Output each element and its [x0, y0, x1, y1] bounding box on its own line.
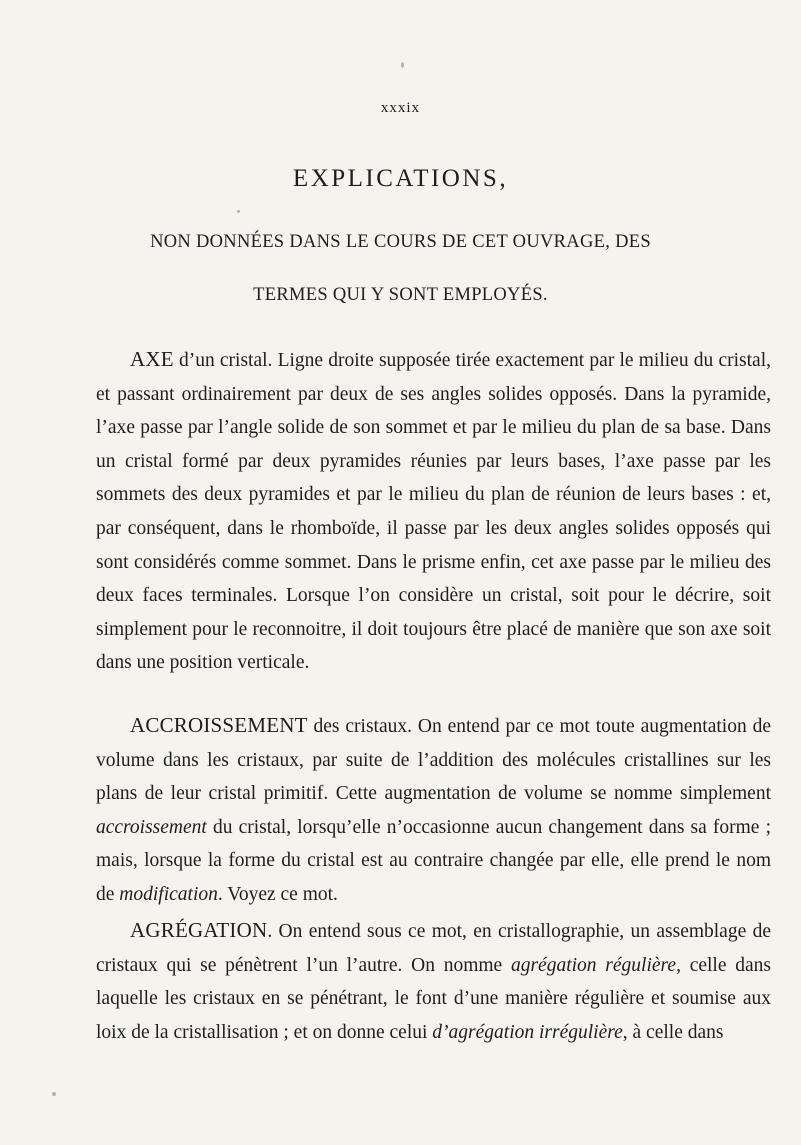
entry-term: ACCROISSEMENT: [130, 713, 308, 737]
entry-agregation: [96, 914, 771, 1049]
section-title: EXPLICATIONS,: [292, 165, 509, 192]
entry-term: AGRÉGATION: [130, 918, 268, 942]
subtitle-line-2: TERMES QUI Y SONT EMPLOYÉS.: [253, 285, 548, 305]
entry-text: des cristaux. On entend par ce mot toute augmentation de volume dans les cristaux, par suite de l’addition des molécules cristallines sur les plans de leur cristal primitif. Cette augmentation de volume se nomme simplement: [96, 716, 771, 805]
entry-italic-term: d’agrégation irrégulière: [432, 1021, 623, 1043]
paper-speck: [237, 210, 240, 213]
entry-text: , à celle dans: [622, 1021, 724, 1043]
entry-text: . On entend sous ce mot, en cristallographie, un assemblage de cristaux qui se pénètrent l’un l’autre. On nomme: [96, 921, 771, 976]
entry-italic-term: accroissement: [96, 816, 207, 838]
paper-speck: [401, 62, 404, 68]
entry-accroissement: [96, 709, 771, 912]
paper-speck: [52, 1092, 56, 1096]
entry-text: d’un cristal. Ligne droite supposée tirée exactement par le milieu du cristal, et passant ordinairement par deux de ses angles solides opposés. Dans la pyramide, l’axe passe par l’angle solide de son sommet et par le milieu du plan de sa base. Dans un cristal formé par deux pyramides réunies par leurs bases, l’axe passe par les sommets des deux pyramides et par le milieu du plan de réunion de leurs bases : et, par conséquent, dans le rhomboïde, il passe par les deux angles solides opposés qui sont considérés comme sommet. Dans le prisme enfin, cet axe passe par le milieu des deux faces terminales. Lorsque l’on considère un cristal, soit pour le décrire, soit simplement pour le reconnoitre, il doit toujours être placé de manière que son axe soit dans une position verticale.: [96, 350, 771, 674]
entry-italic-term: agrégation régulière: [510, 954, 677, 976]
entry-text: du cristal, lorsqu’elle n’occasionne aucun changement dans sa forme ; mais, lorsque la forme du cristal est au contraire changée par elle, elle prend le nom de: [96, 816, 771, 905]
entry-text: , celle dans laquelle les cristaux en se pénétrant, le font d’une manière régulière et soumise aux loix de la cristallisation ; et on donne celui: [96, 954, 771, 1043]
entry-axe: [96, 343, 771, 680]
subtitle-line-1: NON DONNÉES DANS LE COURS DE CET OUVRAGE, DES: [150, 232, 651, 252]
entry-italic-term: modification: [119, 883, 218, 905]
page-number: xxxix: [380, 100, 421, 116]
entry-text: . Voyez ce mot.: [217, 883, 338, 905]
entry-term: AXE: [130, 347, 174, 371]
